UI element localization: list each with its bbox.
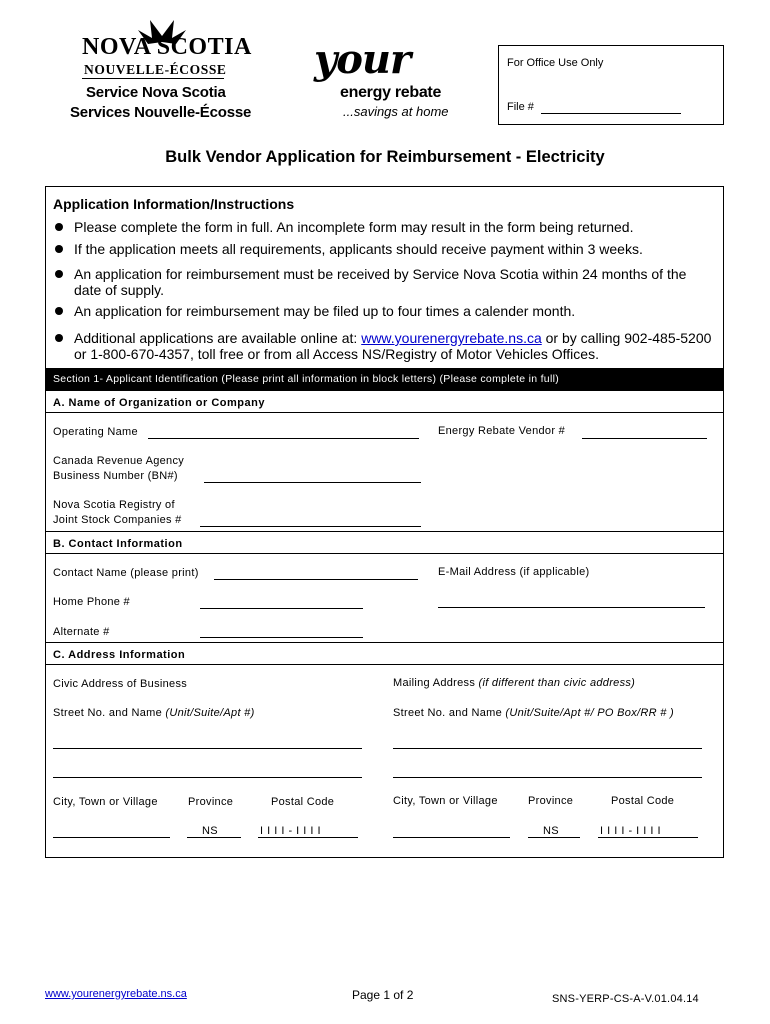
mailing-postal-label: Postal Code	[611, 795, 675, 807]
office-use-box	[498, 45, 724, 125]
form-code: SNS-YERP-CS-A-V.01.04.14	[552, 993, 699, 1005]
instruction-text: or by calling 902-485-5200 or 1-800-670-4357, toll free or from all Access NS/Registry of Motor Vehicles Offices.	[74, 330, 712, 362]
instruction-item: Please complete the form in full. An incomplete form may result in the form being returned.	[74, 219, 634, 235]
mailing-province-label: Province	[528, 795, 574, 807]
civic-postal-label: Postal Code	[271, 796, 335, 808]
service-nova-scotia-label: Service Nova Scotia	[86, 84, 226, 101]
page-number: Page 1 of 2	[352, 988, 414, 1002]
nova-scotia-wordmark: NOVA SCOTIA	[82, 34, 252, 60]
email-label: E-Mail Address (if applicable)	[438, 566, 590, 578]
cra-label-line2: Business Number (BN#)	[53, 470, 178, 482]
civic-city-field[interactable]	[53, 837, 170, 838]
mailing-city-label: City, Town or Village	[393, 795, 498, 807]
organization-subheading: A. Name of Organization or Company	[53, 397, 265, 409]
home-phone-field[interactable]	[200, 608, 363, 609]
section-divider	[45, 642, 724, 643]
instruction-item: An application for reimbursement must be received by Service Nova Scotia within 24 months of the date of supply.	[74, 266, 687, 298]
civic-province-label: Province	[188, 796, 234, 808]
your-energy-rebate-logo-your: your	[314, 36, 411, 83]
mailing-street-note: (Unit/Suite/Apt #/ PO Box/RR # )	[505, 707, 674, 719]
bullet-icon	[55, 334, 63, 342]
civic-street-note: (Unit/Suite/Apt #)	[165, 707, 255, 719]
alternate-phone-label: Alternate #	[53, 626, 110, 638]
business-number-field[interactable]	[204, 482, 421, 483]
alternate-phone-field[interactable]	[200, 637, 363, 638]
contact-name-field[interactable]	[214, 579, 418, 580]
contact-name-label: Contact Name (please print)	[53, 567, 199, 579]
section-1-header: Section 1- Applicant Identification (Please print all information in block letters) (Please complete in full)	[45, 369, 724, 391]
section-divider	[45, 412, 724, 413]
civic-street-field-2[interactable]	[53, 777, 362, 778]
footer-website-link[interactable]: www.yourenergyrebate.ns.ca	[45, 988, 187, 1000]
registry-label-line2: Joint Stock Companies #	[53, 514, 182, 526]
page-title: Bulk Vendor Application for Reimbursement - Electricity	[165, 148, 605, 166]
mailing-postal-field[interactable]: I I I I - I I I I	[600, 825, 662, 837]
home-phone-label: Home Phone #	[53, 596, 130, 608]
mailing-city-field[interactable]	[393, 837, 510, 838]
bullet-icon	[55, 223, 63, 231]
operating-name-label: Operating Name	[53, 426, 138, 438]
civic-city-label: City, Town or Village	[53, 796, 158, 808]
mailing-street-field[interactable]	[393, 748, 702, 749]
civic-address-label: Civic Address of Business	[53, 678, 188, 690]
bullet-icon	[55, 245, 63, 253]
office-use-label: For Office Use Only	[507, 57, 604, 69]
instruction-item	[74, 330, 719, 362]
nouvelle-ecosse-wordmark: NOUVELLE-ÉCOSSE	[84, 62, 227, 77]
cra-label-line1: Canada Revenue Agency	[53, 455, 185, 467]
section-divider	[45, 664, 724, 665]
website-link[interactable]: www.yourenergyrebate.ns.ca	[361, 330, 542, 346]
mailing-street-field-2[interactable]	[393, 777, 702, 778]
civic-postal-underline	[258, 837, 358, 838]
file-number-field[interactable]	[541, 113, 681, 114]
file-number-label: File #	[507, 101, 534, 113]
bullet-icon	[55, 307, 63, 315]
mailing-address-label	[393, 677, 635, 689]
services-nouvelle-ecosse-label: Services Nouvelle-Écosse	[70, 104, 252, 121]
civic-province-value: NS	[202, 825, 218, 837]
vendor-number-label: Energy Rebate Vendor #	[438, 425, 566, 437]
instruction-item: An application for reimbursement may be filed up to four times a calender month.	[74, 303, 576, 319]
mailing-province-field[interactable]	[528, 837, 580, 838]
your-energy-rebate-logo-energy: energy rebate	[340, 84, 442, 101]
mailing-address-text: Mailing Address	[393, 677, 479, 689]
registry-label-line1: Nova Scotia Registry of	[53, 499, 175, 511]
instruction-text: Additional applications are available online at:	[74, 330, 362, 346]
civic-postal-field[interactable]: I I I I - I I I I	[260, 825, 322, 837]
joint-stock-number-field[interactable]	[200, 526, 421, 527]
your-energy-rebate-tagline: ...savings at home	[343, 104, 449, 119]
bullet-icon	[55, 270, 63, 278]
vendor-number-field[interactable]	[582, 438, 707, 439]
mailing-province-value: NS	[543, 825, 559, 837]
mailing-street-text: Street No. and Name	[393, 707, 506, 719]
address-subheading: C. Address Information	[53, 649, 186, 661]
operating-name-field[interactable]	[148, 438, 419, 439]
instructions-heading: Application Information/Instructions	[53, 196, 295, 212]
logo-rule	[82, 78, 224, 79]
civic-street-text: Street No. and Name	[53, 707, 166, 719]
mailing-address-note: (if different than civic address)	[478, 677, 636, 689]
mailing-street-label	[393, 707, 674, 719]
civic-province-field[interactable]	[187, 837, 241, 838]
mailing-postal-underline	[598, 837, 698, 838]
contact-subheading: B. Contact Information	[53, 538, 183, 550]
civic-street-field[interactable]	[53, 748, 362, 749]
section-divider	[45, 531, 724, 532]
section-divider	[45, 553, 724, 554]
instruction-item: If the application meets all requirements, applicants should receive payment within 3 weeks.	[74, 241, 643, 257]
email-field[interactable]	[438, 607, 705, 608]
civic-street-label	[53, 707, 255, 719]
